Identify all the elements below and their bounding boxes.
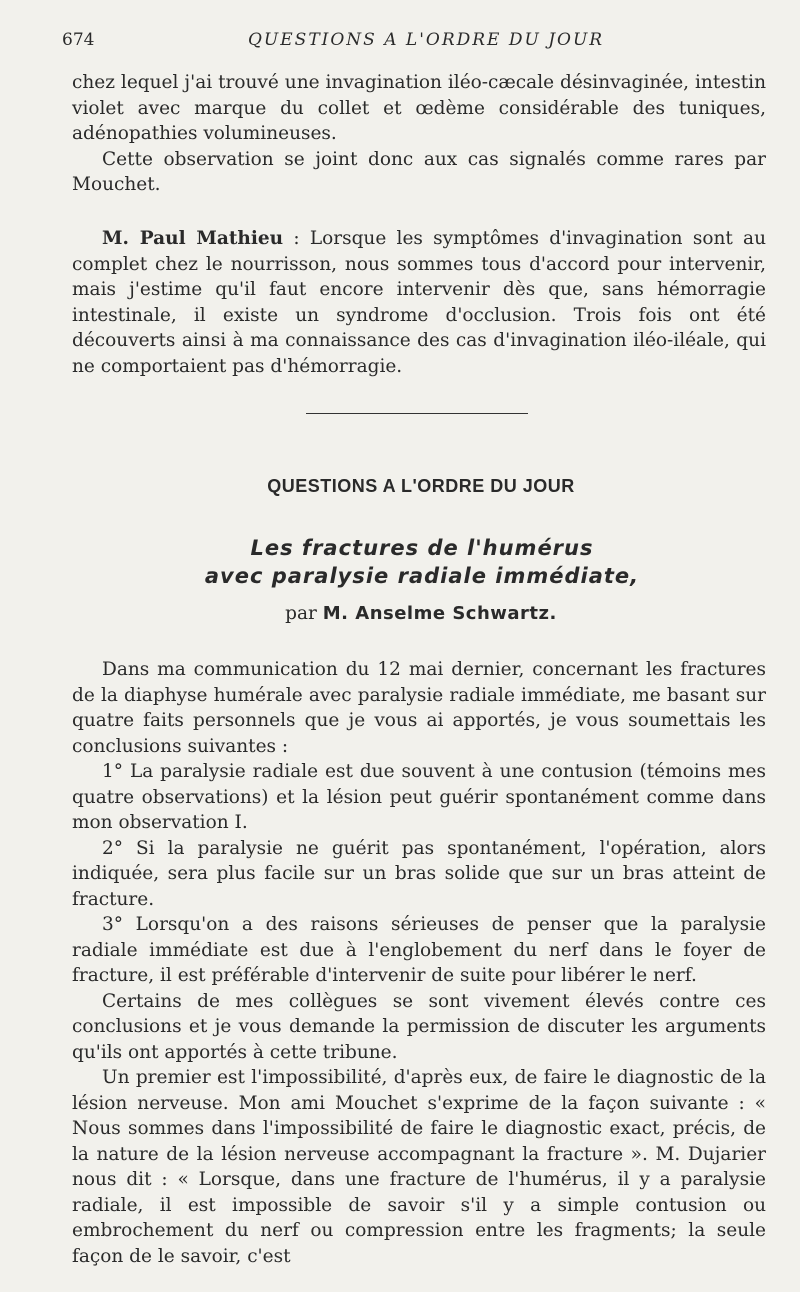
- paragraph: chez lequel j'ai trouvé une invagination iléo-cæcale désinvaginée, intestin violet avec marque du collet et œdème considérable des tuniques, adénopathies volumineuses.: [72, 72, 766, 144]
- paragraph: 2° Si la paralysie ne guérit pas spontanément, l'opération, alors indiquée, sera plus facile sur un bras solide que sur un bras atteint de fracture.: [72, 837, 766, 910]
- section-separator: [306, 413, 528, 414]
- article-body: [72, 657, 766, 1269]
- discussion-text: [72, 70, 766, 198]
- speaker-name: M. Paul Mathieu: [102, 228, 284, 249]
- article-title: [0, 534, 800, 590]
- byline-prefix: par: [285, 603, 317, 624]
- mathieu-remark: [72, 226, 766, 379]
- paragraph: Dans ma communication du 12 mai dernier, concernant les fractures de la diaphyse humérale avec paralysie radiale immédiate, me basant sur quatre faits personnels que je vous ai apportés, je vous soumettais les conclusions suivantes :: [72, 659, 766, 757]
- page-number: 674: [62, 30, 95, 50]
- article-title-line: avec paralysie radiale immédiate,: [204, 564, 640, 588]
- speaker-remark: : Lorsque les symptômes d'invagination sont au complet chez le nourrisson, nous sommes tous d'accord pour intervenir, mais j'estime qu'il faut encore intervenir dès que, sans hémorragie intestinale, il existe un syndrome d'occlusion. Trois fois ont été découverts ainsi à ma connaissance des cas d'invagination iléo-iléale, qui ne comportaient pas d'hémorragie.: [72, 228, 766, 377]
- paragraph: [72, 226, 766, 379]
- section-heading: QUESTIONS A L'ORDRE DU JOUR: [267, 476, 575, 496]
- paragraph: 1° La paralysie radiale est due souvent à une contusion (témoins mes quatre observations) et la lésion peut guérir spontanément comme dans mon observation I.: [72, 761, 766, 833]
- paragraph: 3° Lorsqu'on a des raisons sérieuses de penser que la paralysie radiale immédiate est due à l'englobement du nerf dans le foyer de fracture, il est préférable d'intervenir de suite pour libérer le nerf.: [72, 914, 766, 986]
- paragraph: Un premier est l'impossibilité, d'après eux, de faire le diagnostic de la lésion nerveuse. Mon ami Mouchet s'exprime de la façon suivante : « Nous sommes dans l'impossibilité de faire le diagnostic exact, précis, de la nature de la lésion nerveuse accompagnant la fracture ». M. Dujarier nous dit : « Lorsque, dans une fracture de l'humérus, il y a paralysie radiale, il est impossible de savoir s'il y a simple contusion ou embrochement du nerf ou compression entre les fragments; la seule façon de le savoir, c'est: [72, 1067, 766, 1267]
- paragraph: Cette observation se joint donc aux cas signalés comme rares par Mouchet.: [72, 148, 766, 195]
- paragraph: Certains de mes collègues se sont vivement élevés contre ces conclusions et je vous demande la permission de discuter les arguments qu'ils ont apportés à cette tribune.: [72, 990, 766, 1063]
- article-title-line: Les fractures de l'humérus: [250, 536, 594, 560]
- running-head-title: QUESTIONS A L'ORDRE DU JOUR: [248, 30, 605, 50]
- running-head: [62, 30, 770, 54]
- author-name: M. Anselme Schwartz.: [322, 603, 557, 624]
- byline: [0, 603, 800, 624]
